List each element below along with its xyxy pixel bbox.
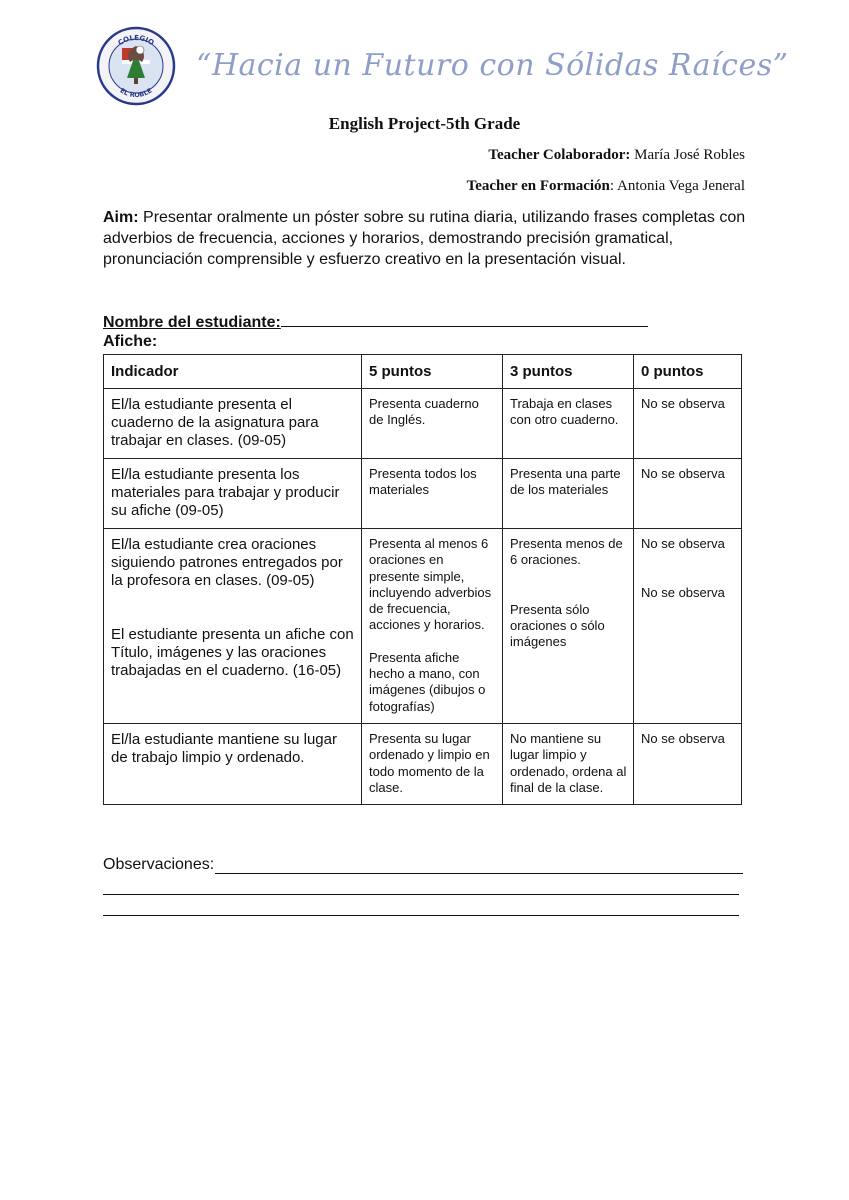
score-3-text: Presenta menos de 6 oraciones. <box>510 536 623 568</box>
student-name-line <box>103 312 648 332</box>
rubric-table <box>103 354 742 805</box>
table-row <box>104 389 742 459</box>
score-5-text-b: Presenta afiche hecho a mano, con imágenes (dibujos o fotografías) <box>369 649 486 714</box>
indicator-cell: El/la estudiante mantiene su lugar de trabajo limpio y ordenado. <box>104 723 362 804</box>
score-0-text: No se observa <box>641 536 725 551</box>
table-row <box>104 529 742 724</box>
score-0-cell <box>634 529 742 724</box>
teacher-colaborador-name: María José Robles <box>634 147 745 163</box>
indicator-cell: El/la estudiante presenta los materiales para trabajar y producir su afiche (09-05) <box>104 459 362 529</box>
table-row <box>104 723 742 804</box>
score-0-text-b: No se observa <box>641 585 725 601</box>
score-5-cell: Presenta su lugar ordenado y limpio en todo momento de la clase. <box>362 723 503 804</box>
score-0-cell: No se observa <box>634 723 742 804</box>
score-5-cell: Presenta cuaderno de Inglés. <box>362 389 503 459</box>
teacher-formacion-name: : Antonia Vega Jeneral <box>609 178 745 194</box>
observaciones-line[interactable] <box>215 857 743 874</box>
indicator-cell: El/la estudiante presenta el cuaderno de la asignatura para trabajar en clases. (09-05) <box>104 389 362 459</box>
rubric-header-row <box>104 355 742 389</box>
aim-label: Aim: <box>103 209 139 226</box>
score-5-cell: Presenta todos los materiales <box>362 459 503 529</box>
score-3-cell: Trabaja en clases con otro cuaderno. <box>503 389 634 459</box>
indicator-text: El/la estudiante crea oraciones siguiendo patrones entregados por la profesora en clases. (09-05) <box>111 536 343 589</box>
teacher-formacion <box>467 178 745 195</box>
school-motto: “Hacia un Futuro con Sólidas Raíces” <box>196 48 789 83</box>
score-3-cell <box>503 529 634 724</box>
header-0-puntos: 0 puntos <box>634 355 742 389</box>
teacher-colaborador <box>488 147 745 164</box>
score-0-cell: No se observa <box>634 389 742 459</box>
indicator-text-b: El estudiante presenta un afiche con Título, imágenes y las oraciones trabajadas en el cuaderno. (16-05) <box>111 626 354 679</box>
school-logo <box>96 26 176 106</box>
score-3-text-b: Presenta sólo oraciones o sólo imágenes <box>510 601 605 650</box>
aim-text: Presentar oralmente un póster sobre su rutina diaria, utilizando frases completas con adverbios de frecuencia, acciones y horarios, demostrando precisión gramatical, pronunciación comprensible y esfuerzo creativo en la presentación visual. <box>103 209 746 268</box>
observaciones-label: Observaciones: <box>103 856 215 873</box>
header-indicador: Indicador <box>104 355 362 389</box>
score-5-text: Presenta al menos 6 oraciones en presente simple, incluyendo adverbios de frecuencia, acciones y horarios. <box>369 536 492 633</box>
logo-text-top: COLEGIO <box>116 33 156 48</box>
afiche-label: Afiche: <box>103 333 158 350</box>
indicator-cell <box>104 529 362 724</box>
aim-paragraph <box>103 207 753 270</box>
header-5-puntos: 5 puntos <box>362 355 503 389</box>
score-5-cell <box>362 529 503 724</box>
student-name-blank[interactable] <box>281 312 648 327</box>
score-0-cell: No se observa <box>634 459 742 529</box>
header-3-puntos: 3 puntos <box>503 355 634 389</box>
observaciones-section <box>103 856 743 916</box>
teacher-colaborador-label: Teacher Colaborador: <box>488 147 631 163</box>
document-title: English Project-5th Grade <box>328 114 521 133</box>
observaciones-line[interactable] <box>103 874 739 895</box>
teacher-formacion-label: Teacher en Formación <box>466 178 610 194</box>
logo-text-bottom: EL ROBLE <box>118 86 154 100</box>
observaciones-line[interactable] <box>103 895 739 916</box>
table-row <box>104 459 742 529</box>
student-name-label: Nombre del estudiante: <box>103 314 281 331</box>
score-3-cell: No mantiene su lugar limpio y ordenado, ordena al final de la clase. <box>503 723 634 804</box>
score-3-cell: Presenta una parte de los materiales <box>503 459 634 529</box>
